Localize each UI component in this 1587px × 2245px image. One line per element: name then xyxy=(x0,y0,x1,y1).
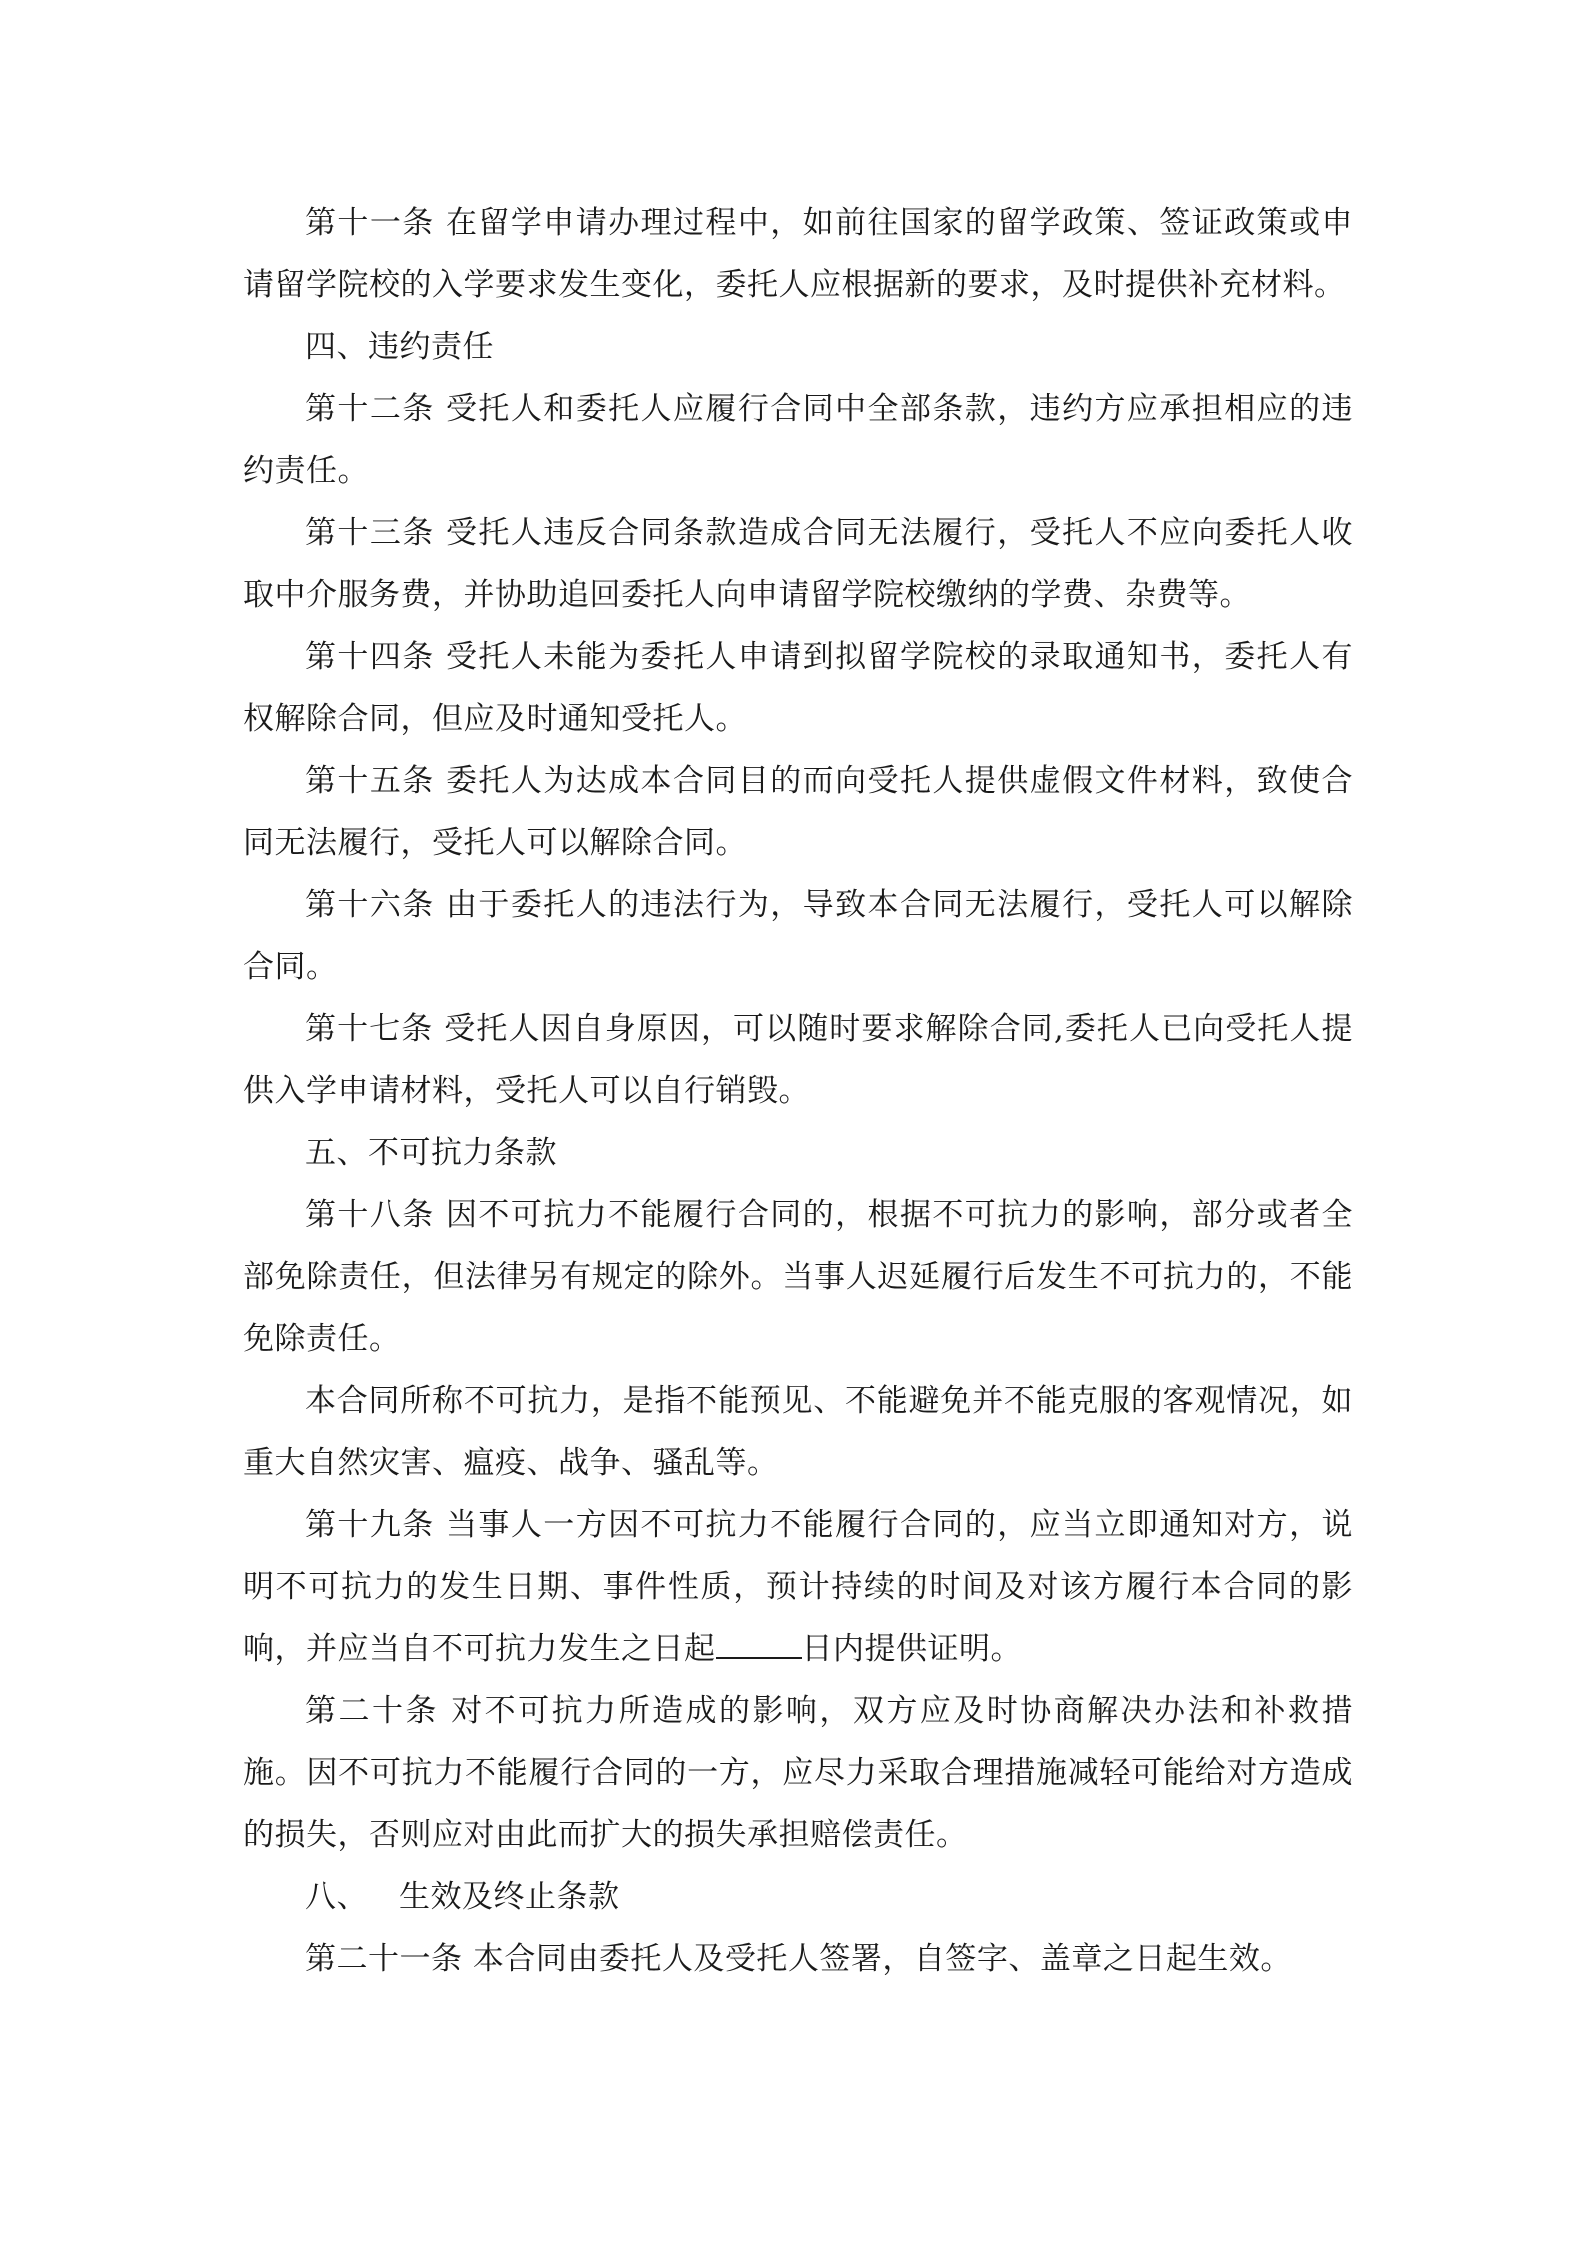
clause-13: 第十三条 受托人违反合同条款造成合同无法履行，受托人不应向委托人收取中介服务费，并协助追回委托人向申请留学院校缴纳的学费、杂费等。 xyxy=(243,515,1353,613)
clause-14: 第十四条 受托人未能为委托人申请到拟留学院校的录取通知书，委托人有权解除合同，但应及时通知受托人。 xyxy=(243,639,1353,737)
section-heading-effectiveness xyxy=(243,1866,1353,1928)
clause-19-text-before: 第十九条 当事人一方因不可抗力不能履行合同的，应当立即通知对方，说明不可抗力的发生日期、事件性质，预计持续的时间及对该方履行本合同的影响，并应当自不可抗力发生之日起 xyxy=(243,1507,1353,1667)
section-number: 八、 xyxy=(305,1879,368,1915)
clause-19-text-after: 日内提供证明。 xyxy=(801,1631,1022,1667)
force-majeure-definition: 本合同所称不可抗力，是指不能预见、不能避免并不能克服的客观情况，如重大自然灾害、瘟疫、战争、骚乱等。 xyxy=(243,1383,1353,1481)
clause-16: 第十六条 由于委托人的违法行为，导致本合同无法履行，受托人可以解除合同。 xyxy=(243,887,1353,985)
clause-15: 第十五条 委托人为达成本合同目的而向受托人提供虚假文件材料，致使合同无法履行，受托人可以解除合同。 xyxy=(243,763,1353,861)
clause-20: 第二十条 对不可抗力所造成的影响，双方应及时协商解决办法和补救措施。因不可抗力不能履行合同的一方，应尽力采取合理措施减轻可能给对方造成的损失，否则应对由此而扩大的损失承担赔偿责任。 xyxy=(243,1693,1353,1853)
clause-18: 第十八条 因不可抗力不能履行合同的，根据不可抗力的影响，部分或者全部免除责任，但法律另有规定的除外。当事人迟延履行后发生不可抗力的，不能免除责任。 xyxy=(243,1197,1353,1357)
clause-17: 第十七条 受托人因自身原因，可以随时要求解除合同,委托人已向受托人提供入学申请材料，受托人可以自行销毁。 xyxy=(243,1011,1353,1109)
document-page xyxy=(243,192,1353,1990)
clause-12: 第十二条 受托人和委托人应履行合同中全部条款，违约方应承担相应的违约责任。 xyxy=(243,391,1353,489)
days-blank-field[interactable] xyxy=(716,1629,802,1659)
clause-21: 第二十一条 本合同由委托人及受托人签署，自签字、盖章之日起生效。 xyxy=(305,1941,1292,1977)
section-heading-force-majeure: 五、不可抗力条款 xyxy=(305,1135,557,1171)
clause-19 xyxy=(243,1494,1353,1680)
section-title: 生效及终止条款 xyxy=(399,1879,620,1915)
clause-11: 第十一条 在留学申请办理过程中，如前往国家的留学政策、签证政策或申请留学院校的入学要求发生变化，委托人应根据新的要求，及时提供补充材料。 xyxy=(243,205,1353,303)
section-heading-breach: 四、违约责任 xyxy=(305,329,494,365)
